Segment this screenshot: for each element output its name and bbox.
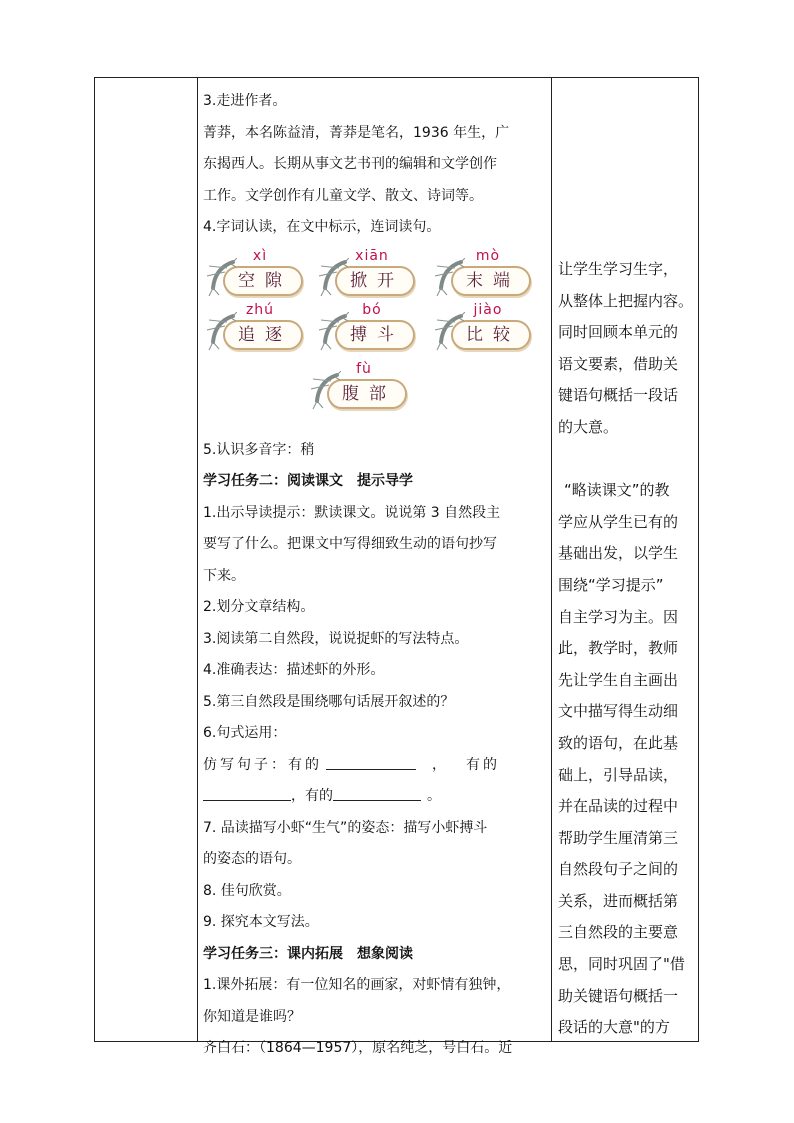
- task2-item-7: 7. 品读描写小虾“生气”的姿态：描写小虾搏斗: [203, 819, 488, 836]
- task2-item-9: 9. 探究本文写法。: [203, 914, 319, 930]
- note1-line: 让学生学习生字，: [558, 260, 679, 278]
- task2-item-4: 4.准确表达：描述虾的外形。: [203, 662, 385, 678]
- shrimp-icon: [207, 312, 237, 352]
- word-pinyin: fù: [356, 360, 372, 377]
- sentence-imitation-line: [203, 781, 551, 813]
- author-bio-line: 东揭西人。长期从事文艺书刊的编辑和文学创作: [203, 156, 497, 172]
- word-pinyin: bó: [362, 301, 382, 318]
- task3-item-1: 1.课外拓展：有一位知名的画家，对虾情有独钟，: [203, 977, 511, 993]
- note2-line: 关系，进而概括第: [558, 891, 679, 910]
- task2-heading: 学习任务二：阅读课文 提示导学: [203, 473, 413, 489]
- note1-line: 键语句概括一段话: [558, 386, 679, 405]
- word-text: 追逐: [238, 324, 292, 345]
- task3-item-1: 你知道是谁吗？: [203, 1008, 301, 1025]
- task2-item-8: 8. 佳句欣赏。: [203, 882, 291, 899]
- shrimp-icon: [435, 312, 465, 352]
- section-author-title: 3.走进作者。: [203, 93, 287, 109]
- imitation-comma: ，: [432, 756, 446, 773]
- teaching-process-column: [203, 86, 551, 1065]
- note2-line: 此，教学时，教师: [558, 639, 679, 658]
- word-text: 掀开: [350, 270, 404, 291]
- shrimp-icon: [319, 312, 349, 352]
- polyphone-line: 5.认识多音字：稍: [203, 441, 315, 458]
- note2-line: 自主学习为主。因: [558, 607, 679, 626]
- blank-field[interactable]: [203, 784, 291, 801]
- word-text: 腹部: [342, 383, 396, 404]
- note1-line: 的大意。: [558, 417, 619, 436]
- note1-line: 从整体上把握内容。: [558, 291, 694, 310]
- word-pinyin: mò: [475, 247, 501, 264]
- column-divider-left: [197, 78, 198, 1041]
- word-pinyin: xiān: [355, 247, 389, 264]
- note2-line: 思，同时巩固了"借: [558, 955, 685, 974]
- imitation-youde: ，有的: [291, 788, 333, 804]
- shrimp-icon: [319, 258, 349, 298]
- note2-line: 础上，引导品读，: [558, 765, 679, 784]
- note2-line: 基础出发，以学生: [558, 544, 679, 563]
- imitation-youde: 有的: [466, 756, 500, 773]
- task2-item-1: 要写了什么。把课文中写得细致生动的语句抄写: [203, 536, 497, 552]
- word-pinyin: xì: [252, 247, 268, 264]
- word-pinyin: zhú: [245, 301, 275, 318]
- note-gap: [558, 444, 694, 476]
- task2-item-2: 2.划分文章结构。: [203, 599, 315, 615]
- design-intent-column: [558, 254, 694, 1044]
- note1-line: 语文要素，借助关: [558, 354, 679, 373]
- imitation-prefix: 仿写句子：有的: [203, 756, 322, 773]
- word-cards: [203, 244, 551, 435]
- author-bio-line: 菁莽，本名陈益清，菁莽是笔名，1936 年生，广: [203, 124, 510, 141]
- note2-line: 三自然段的主要意: [558, 923, 679, 942]
- task2-item-7: 的姿态的语句。: [203, 851, 301, 867]
- qibaishi-line: 齐白石：（1864—1957），原名纯芝，号白石。近: [203, 1040, 513, 1056]
- note2-line: “略读课文”的教: [564, 481, 670, 500]
- word-text: 空隙: [238, 270, 292, 291]
- word-text: 末端: [466, 270, 520, 291]
- word-text: 比较: [466, 324, 520, 345]
- note2-line: 并在品读的过程中: [558, 797, 679, 816]
- task3-heading: 学习任务三：课内拓展 想象阅读: [203, 945, 413, 962]
- note1-line: 同时回顾本单元的: [558, 323, 679, 342]
- imitation-period: 。: [427, 788, 441, 804]
- column-divider-right: [551, 78, 552, 1041]
- note2-line: 助关键语句概括一: [558, 986, 679, 1005]
- author-bio-line: 工作。文学创作有儿童文学、散文、诗词等。: [203, 187, 483, 204]
- blank-field[interactable]: [326, 753, 416, 770]
- shrimp-icon: [435, 258, 465, 298]
- blank-field[interactable]: [333, 784, 421, 801]
- task2-item-1: 1.出示导读提示：默读课文。说说第 3 自然段主: [203, 504, 501, 521]
- note2-line: 学应从学生已有的: [558, 512, 679, 531]
- note2-line: 自然段句子之间的: [558, 860, 679, 879]
- note2-line: 先让学生自主画出: [558, 670, 679, 689]
- note2-line: 帮助学生厘清第三: [558, 828, 679, 847]
- shrimp-icon: [311, 371, 341, 411]
- task2-item-1: 下来。: [203, 567, 245, 584]
- section-words-title: 4.字词认读，在文中标示，连词读句。: [203, 219, 441, 235]
- word-text: 搏斗: [350, 324, 404, 345]
- task2-item-6: 6.句式运用：: [203, 725, 287, 741]
- task2-item-3: 3.阅读第二自然段，说说捉虾的写法特点。: [203, 630, 469, 647]
- word-pinyin: jiào: [473, 301, 503, 318]
- note2-line: 致的语句，在此基: [558, 733, 679, 752]
- note2-line: 段话的大意"的方: [558, 1018, 670, 1037]
- note2-line: 围绕“学习提示”: [558, 575, 664, 594]
- lesson-plan-table: [94, 77, 699, 1056]
- sentence-imitation-line: [203, 750, 551, 782]
- shrimp-icon: [207, 258, 237, 298]
- note2-line: 文中描写得生动细: [558, 702, 679, 721]
- task2-item-5: 5.第三自然段是围绕哪句话展开叙述的？: [203, 693, 455, 710]
